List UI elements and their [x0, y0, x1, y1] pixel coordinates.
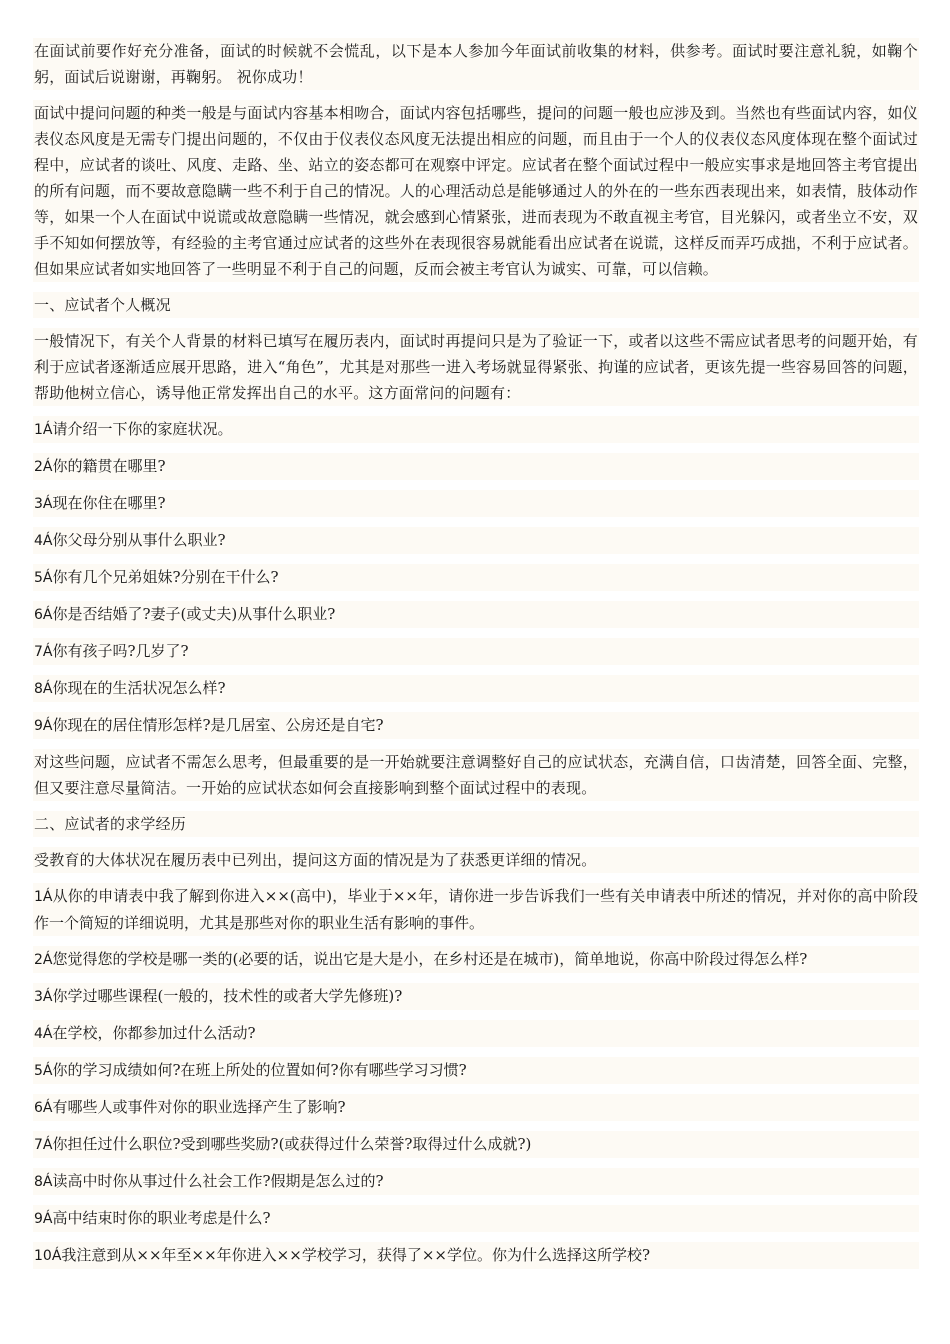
list-item: [33, 1168, 919, 1195]
list-item: [33, 712, 919, 739]
item-text: 你学过哪些课程(一般的，技术性的或者大学先修班)?: [52, 987, 403, 1005]
list-item: [33, 1057, 919, 1084]
list-item: [33, 601, 919, 628]
item-text: 你有孩子吗?几岁了?: [52, 642, 189, 660]
list-item: [33, 638, 919, 665]
section1-heading: 一、应试者个人概况: [33, 292, 919, 318]
item-text: 请介绍一下你的家庭状况。: [52, 420, 233, 438]
item-text: 你有几个兄弟姐妹?分别在干什么?: [52, 568, 279, 586]
item-text: 你现在的居住情形怎样?是几居室、公房还是自宅?: [52, 716, 384, 734]
section1-closing: 对这些问题，应试者不需怎么思考，但最重要的是一开始就要注意调整好自己的应试状态，充满自信，口齿清楚，回答全面、完整，但又要注意尽量简洁。一开始的应试状态如何会直接影响到整个面试过程中的表现。: [33, 749, 919, 801]
list-item: [33, 564, 919, 591]
item-text: 你的籍贯在哪里?: [52, 457, 166, 475]
list-item: [33, 883, 919, 936]
section2-lead: 受教育的大体状况在履历表中已列出，提问这方面的情况是为了获悉更详细的情况。: [33, 847, 919, 873]
item-text: 现在你住在哪里?: [52, 494, 166, 512]
item-number: 7Á: [34, 1137, 53, 1153]
item-text: 在学校，你都参加过什么活动?: [52, 1024, 256, 1042]
list-item: [33, 1094, 919, 1121]
item-number: 8Á: [34, 1174, 53, 1190]
list-item: [33, 453, 919, 480]
list-item: [33, 675, 919, 702]
list-item: [33, 490, 919, 517]
item-number: 1Á: [34, 889, 53, 905]
item-number: 10Á: [34, 1248, 62, 1264]
item-number: 6Á: [34, 607, 53, 623]
list-item: [33, 946, 919, 973]
list-item: [33, 1131, 919, 1158]
item-text: 高中结束时你的职业考虑是什么?: [52, 1209, 271, 1227]
list-item: [33, 1242, 919, 1269]
item-number: 3Á: [34, 496, 53, 512]
item-number: 6Á: [34, 1100, 53, 1116]
item-number: 5Á: [34, 1063, 53, 1079]
item-number: 9Á: [34, 1211, 53, 1227]
item-number: 1Á: [34, 422, 53, 438]
item-text: 你担任过什么职位?受到哪些奖励?(或获得过什么荣誉?取得过什么成就?): [52, 1135, 532, 1153]
item-number: 2Á: [34, 952, 53, 968]
item-text: 你是否结婚了?妻子(或丈夫)从事什么职业?: [52, 605, 336, 623]
item-number: 3Á: [34, 989, 53, 1005]
item-number: 2Á: [34, 459, 53, 475]
item-text: 您觉得您的学校是哪一类的(必要的话，说出它是大是小，在乡村还是在城市)，简单地说，你高中阶段过得怎么样?: [52, 950, 808, 968]
item-number: 7Á: [34, 644, 53, 660]
item-number: 4Á: [34, 533, 53, 549]
list-item: [33, 1205, 919, 1232]
item-text: 读高中时你从事过什么社会工作?假期是怎么过的?: [52, 1172, 384, 1190]
item-text: 你父母分别从事什么职业?: [52, 531, 226, 549]
list-item: [33, 527, 919, 554]
item-number: 9Á: [34, 718, 53, 734]
item-text: 有哪些人或事件对你的职业选择产生了影响?: [52, 1098, 346, 1116]
item-number: 5Á: [34, 570, 53, 586]
item-text: 从你的申请表中我了解到你进入××(高中)，毕业于××年，请你进一步告诉我们一些有关申请表中所述的情况，并对你的高中阶段作一个简短的详细说明，尤其是那些对你的职业生活有影响的事件。: [34, 887, 918, 932]
item-number: 4Á: [34, 1026, 53, 1042]
section1-lead: 一般情况下，有关个人背景的材料已填写在履历表内，面试时再提问只是为了验证一下，或者以这些不需应试者思考的问题开始，有利于应试者逐渐适应展开思路，进入“角色”，尤其是对那些一进入考场就显得紧张、拘谨的应试者，更该先提一些容易回答的问题，帮助他树立信心，诱导他正常发挥出自己的水平。这方面常问的问题有：: [33, 328, 919, 406]
list-item: [33, 983, 919, 1010]
item-text: 你现在的生活状况怎么样?: [52, 679, 226, 697]
overview-paragraph: 面试中提问问题的种类一般是与面试内容基本相吻合，面试内容包括哪些，提问的问题一般也应涉及到。当然也有些面试内容，如仪表仪态风度是无需专门提出问题的，不仅由于仪表仪态风度无法提出相应的问题，而且由于一个人的仪表仪态风度体现在整个面试过程中，应试者的谈吐、风度、走路、坐、站立的姿态都可在观察中评定。应试者在整个面试过程中一般应实事求是地回答主考官提出的所有问题，而不要故意隐瞒一些不利于自己的情况。人的心理活动总是能够通过人的外在的一些东西表现出来，如表情，肢体动作等，如果一个人在面试中说谎或故意隐瞒一些情况，就会感到心情紧张，进而表现为不敢直视主考官，目光躲闪，或者坐立不安，双手不知如何摆放等，有经验的主考官通过应试者的这些外在表现很容易就能看出应试者在说谎，这样反而弄巧成拙，不利于应试者。但如果应试者如实地回答了一些明显不利于自己的问题，反而会被主考官认为诚实、可靠，可以信赖。: [33, 100, 919, 282]
list-item: [33, 1020, 919, 1047]
intro-paragraph: 在面试前要作好充分准备，面试的时候就不会慌乱，以下是本人参加今年面试前收集的材料，供参考。面试时要注意礼貌，如鞠个躬，面试后说谢谢，再鞠躬。 祝你成功！: [33, 38, 919, 90]
section2-heading: 二、应试者的求学经历: [33, 811, 919, 837]
item-text: 我注意到从××年至××年你进入××学校学习，获得了××学位。你为什么选择这所学校?: [61, 1246, 650, 1264]
item-number: 8Á: [34, 681, 53, 697]
document-page: [33, 38, 919, 1279]
item-text: 你的学习成绩如何?在班上所处的位置如何?你有哪些学习习惯?: [52, 1061, 467, 1079]
list-item: [33, 416, 919, 443]
